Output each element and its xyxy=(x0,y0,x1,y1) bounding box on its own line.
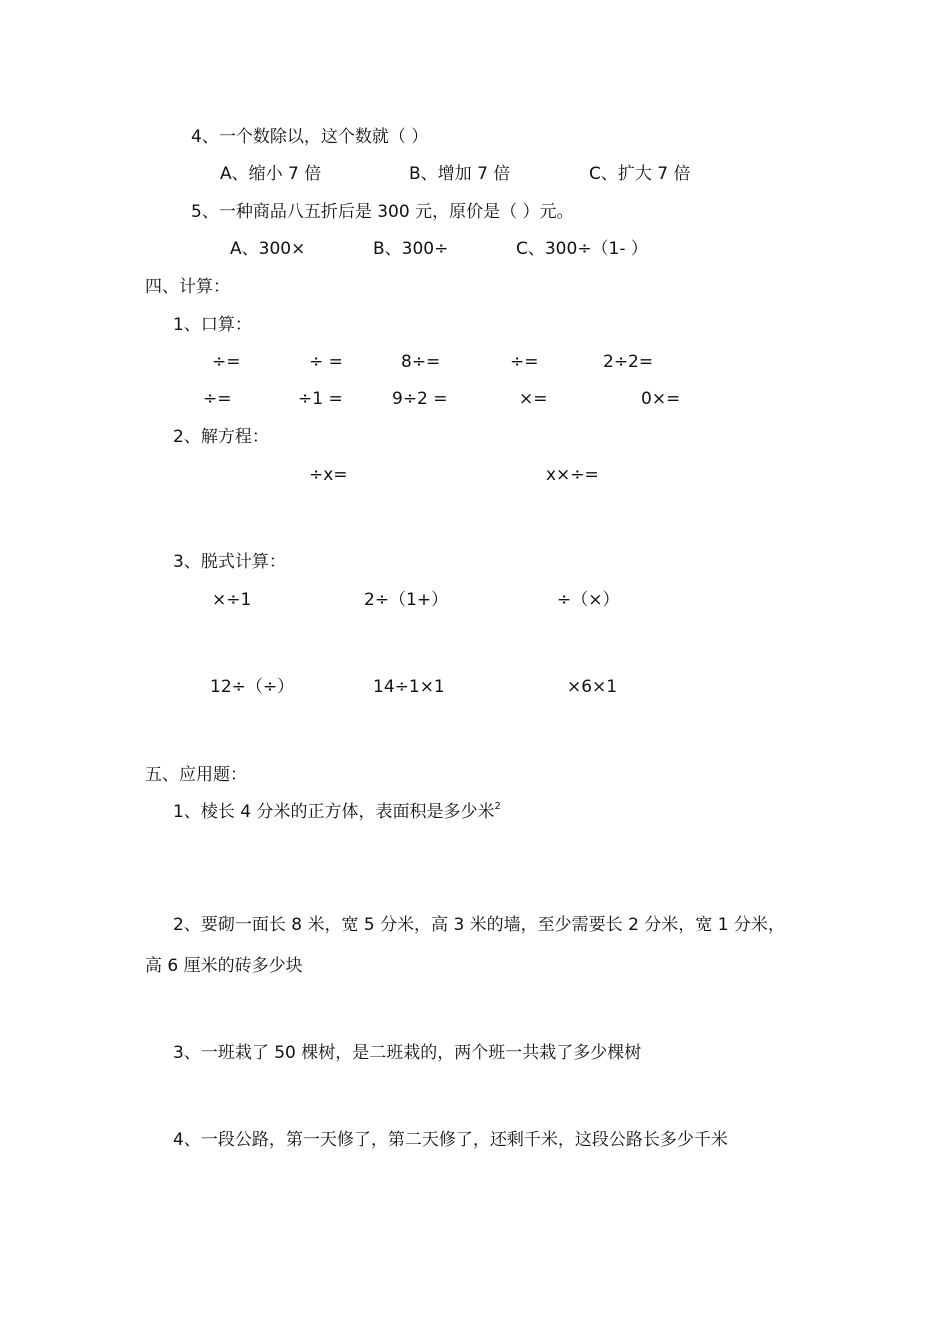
word-problem-1 xyxy=(173,801,501,823)
word-problem-3: 3、一班栽了 50 棵树，是二班栽的，两个班一共栽了多少棵树 xyxy=(173,1043,642,1063)
q5-stem: 5、一种商品八五折后是 300 元，原价是（ ）元。 xyxy=(191,202,574,222)
stepwise-title: 3、脱式计算： xyxy=(173,552,286,572)
word-problem-2-line2: 高 6 厘米的砖多少块 xyxy=(145,956,303,976)
stepwise-item: 14÷1×1 xyxy=(373,677,445,697)
mental-math-title: 1、口算： xyxy=(173,315,252,335)
superscript-2: 2 xyxy=(494,801,501,812)
stepwise-item: 2÷（1+） xyxy=(364,590,449,610)
stepwise-item: ÷（×） xyxy=(557,590,620,610)
mental-math-item: 8÷= xyxy=(401,352,441,372)
mental-math-item: 2÷2= xyxy=(603,352,654,372)
word-problem-4: 4、一段公路，第一天修了，第二天修了，还剩千米，这段公路长多少千米 xyxy=(173,1130,728,1150)
q4-stem: 4、一个数除以，这个数就（ ） xyxy=(191,127,429,147)
q5-option-b: B、300÷ xyxy=(373,239,449,259)
equation-item: x×÷= xyxy=(546,465,599,485)
mental-math-item: ÷1 = xyxy=(298,389,343,409)
stepwise-item: ×÷1 xyxy=(212,590,252,610)
section5-heading: 五、应用题： xyxy=(145,765,247,785)
mental-math-item: ÷ = xyxy=(309,352,343,372)
mental-math-item: ×= xyxy=(519,389,548,409)
mental-math-item: 0×= xyxy=(641,389,681,409)
mental-math-item: ÷= xyxy=(510,352,539,372)
q5-option-a: A、300× xyxy=(230,239,306,259)
q4-option-b: B、增加 7 倍 xyxy=(409,164,511,184)
word-problem-1-text: 1、棱长 4 分米的正方体，表面积是多少米 xyxy=(173,802,495,822)
stepwise-item: ×6×1 xyxy=(567,677,618,697)
equation-item: ÷x= xyxy=(309,465,348,485)
q5-option-c: C、300÷（1- ） xyxy=(516,239,648,259)
word-problem-2-line1: 2、要砌一面长 8 米，宽 5 分米，高 3 米的墙，至少需要长 2 分米，宽 1 分米， xyxy=(173,915,785,935)
section4-heading: 四、计算： xyxy=(145,277,230,297)
mental-math-item: 9÷2 = xyxy=(392,389,448,409)
mental-math-item: ÷= xyxy=(212,352,241,372)
equations-title: 2、解方程： xyxy=(173,427,269,447)
q4-option-c: C、扩大 7 倍 xyxy=(589,164,691,184)
stepwise-item: 12÷（÷） xyxy=(210,677,295,697)
mental-math-item: ÷= xyxy=(203,389,232,409)
q4-option-a: A、缩小 7 倍 xyxy=(220,164,322,184)
